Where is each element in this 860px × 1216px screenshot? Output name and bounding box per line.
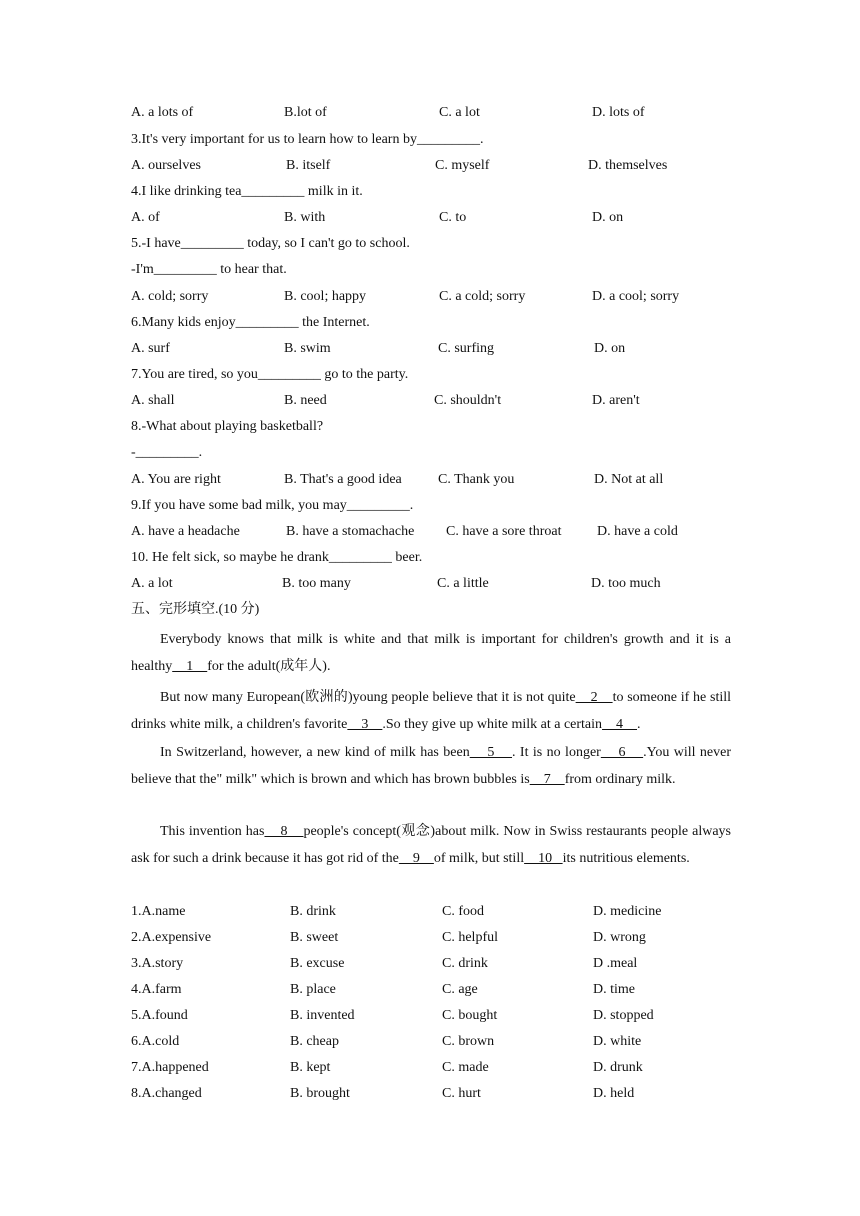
answer-option-d: D. held — [593, 1086, 635, 1101]
paragraph-text: This invention has — [160, 824, 265, 839]
question-stem-response: -_________. — [131, 445, 203, 460]
option-a: A. a lots of — [131, 105, 194, 120]
paragraph-text: .You will never believe that the" milk" which is brown and which has brown bubbles is — [131, 745, 732, 787]
option-a: A. You are right — [131, 472, 221, 487]
paragraph-text: of milk, but still — [433, 851, 525, 866]
option-a: A. surf — [131, 341, 170, 356]
answer-option-a: 1.A.name — [131, 904, 186, 919]
option-c: C. a little — [437, 576, 489, 591]
answer-option-c: C. food — [442, 904, 484, 919]
option-a: A. cold; sorry — [131, 289, 209, 304]
answer-option-d: D. wrong — [593, 930, 646, 945]
answer-option-c: C. bought — [442, 1008, 498, 1023]
option-d: D. on — [592, 210, 624, 225]
paragraph-text: to someone if he still drinks white milk, a children's favorite — [131, 690, 732, 732]
answer-option-b: B. excuse — [290, 956, 345, 971]
question-stem: 10. He felt sick, so maybe he drank_________ beer. — [131, 550, 423, 565]
answer-option-c: C. age — [442, 982, 478, 997]
paragraph-text: In Switzerland, however, a new kind of milk has been — [160, 745, 470, 760]
question-stem: 5.-I have_________ today, so I can't go to school. — [131, 236, 410, 251]
answer-option-c: C. drink — [442, 956, 488, 971]
option-c: C. Thank you — [438, 472, 515, 487]
option-d: D. Not at all — [594, 472, 664, 487]
option-c: C. myself — [435, 158, 490, 173]
option-d: D. a cool; sorry — [592, 289, 680, 304]
answer-option-d: D. medicine — [593, 904, 662, 919]
option-c: C. shouldn't — [434, 393, 502, 408]
answer-option-a: 2.A.expensive — [131, 930, 212, 945]
paragraph-text: . — [637, 717, 641, 732]
paragraph-text: But now many European(欧洲的)young people believe that it is not quite — [160, 690, 576, 705]
option-b: B. too many — [282, 576, 351, 591]
blank-6: 6 — [600, 745, 644, 760]
option-a: A. of — [131, 210, 160, 225]
cloze-paragraph-1 — [131, 626, 731, 680]
paragraph-text: people's concept(观念)about milk. Now in Swiss restaurants people always ask for such a drink because it has got rid of the — [131, 824, 732, 866]
answer-option-b: B. kept — [290, 1060, 331, 1075]
question-stem-response: -I'm_________ to hear that. — [131, 262, 287, 277]
paragraph-text: . It is no longer — [512, 745, 601, 760]
option-c: C. have a sore throat — [446, 524, 562, 539]
answer-option-c: C. helpful — [442, 930, 498, 945]
blank-10: 10 — [524, 851, 563, 866]
option-b: B. swim — [284, 341, 331, 356]
paragraph-text: for the adult(成年人). — [207, 659, 331, 674]
answer-option-b: B. brought — [290, 1086, 350, 1101]
option-b: B. That's a good idea — [284, 472, 402, 487]
answer-option-b: B. cheap — [290, 1034, 339, 1049]
question-stem: 8.-What about playing basketball? — [131, 419, 324, 434]
answer-option-d: D. white — [593, 1034, 642, 1049]
option-b: B. itself — [286, 158, 331, 173]
question-stem: 6.Many kids enjoy_________ the Internet. — [131, 315, 370, 330]
blank-8: 8 — [264, 824, 304, 839]
answer-option-a: 4.A.farm — [131, 982, 182, 997]
blank-5: 5 — [469, 745, 513, 760]
option-c: C. to — [439, 210, 467, 225]
paragraph-text: Everybody knows that milk is white and that milk is important for children's growth and it is a healthy — [131, 632, 731, 674]
option-c: C. a cold; sorry — [439, 289, 526, 304]
section-heading: 五、完形填空.(10 分) — [131, 602, 260, 617]
option-b: B. cool; happy — [284, 289, 367, 304]
cloze-paragraph-2 — [131, 684, 731, 738]
option-d: D. too much — [591, 576, 661, 591]
answer-option-b: B. drink — [290, 904, 336, 919]
blank-1: 1 — [172, 659, 208, 674]
answer-option-c: C. brown — [442, 1034, 495, 1049]
answer-option-c: C. made — [442, 1060, 489, 1075]
option-a: A. have a headache — [131, 524, 240, 539]
question-stem: 7.You are tired, so you_________ go to the party. — [131, 367, 409, 382]
option-b: B.lot of — [284, 105, 327, 120]
option-d: D. on — [594, 341, 626, 356]
answer-option-b: B. sweet — [290, 930, 339, 945]
answer-option-a: 5.A.found — [131, 1008, 188, 1023]
question-stem: 4.I like drinking tea_________ milk in it. — [131, 184, 363, 199]
answer-option-d: D .meal — [593, 956, 638, 971]
blank-3: 3 — [347, 717, 383, 732]
answer-option-a: 7.A.happened — [131, 1060, 209, 1075]
option-b: B. with — [284, 210, 326, 225]
blank-4: 4 — [602, 717, 638, 732]
blank-2: 2 — [575, 690, 613, 705]
answer-option-b: B. invented — [290, 1008, 355, 1023]
option-a: A. a lot — [131, 576, 173, 591]
answer-option-a: 6.A.cold — [131, 1034, 180, 1049]
blank-7: 7 — [529, 772, 565, 787]
cloze-paragraph-3 — [131, 739, 731, 793]
option-c: C. surfing — [438, 341, 494, 356]
option-d: D. themselves — [588, 158, 668, 173]
option-b: B. have a stomachache — [286, 524, 415, 539]
blank-9: 9 — [398, 851, 434, 866]
answer-option-d: D. drunk — [593, 1060, 643, 1075]
paragraph-text: its nutritious elements. — [562, 851, 690, 866]
answer-option-b: B. place — [290, 982, 336, 997]
answer-option-d: D. stopped — [593, 1008, 654, 1023]
cloze-paragraph-4 — [131, 818, 731, 872]
option-a: A. ourselves — [131, 158, 201, 173]
answer-option-a: 8.A.changed — [131, 1086, 202, 1101]
question-stem: 9.If you have some bad milk, you may_________. — [131, 498, 414, 513]
question-stem: 3.It's very important for us to learn how to learn by_________. — [131, 132, 484, 147]
option-c: C. a lot — [439, 105, 480, 120]
option-b: B. need — [284, 393, 327, 408]
paragraph-text: from ordinary milk. — [564, 772, 676, 787]
option-d: D. aren't — [592, 393, 640, 408]
option-d: D. lots of — [592, 105, 645, 120]
answer-option-a: 3.A.story — [131, 956, 184, 971]
answer-option-c: C. hurt — [442, 1086, 481, 1101]
option-d: D. have a cold — [597, 524, 678, 539]
option-a: A. shall — [131, 393, 175, 408]
answer-option-d: D. time — [593, 982, 635, 997]
paragraph-text: .So they give up white milk at a certain — [382, 717, 603, 732]
